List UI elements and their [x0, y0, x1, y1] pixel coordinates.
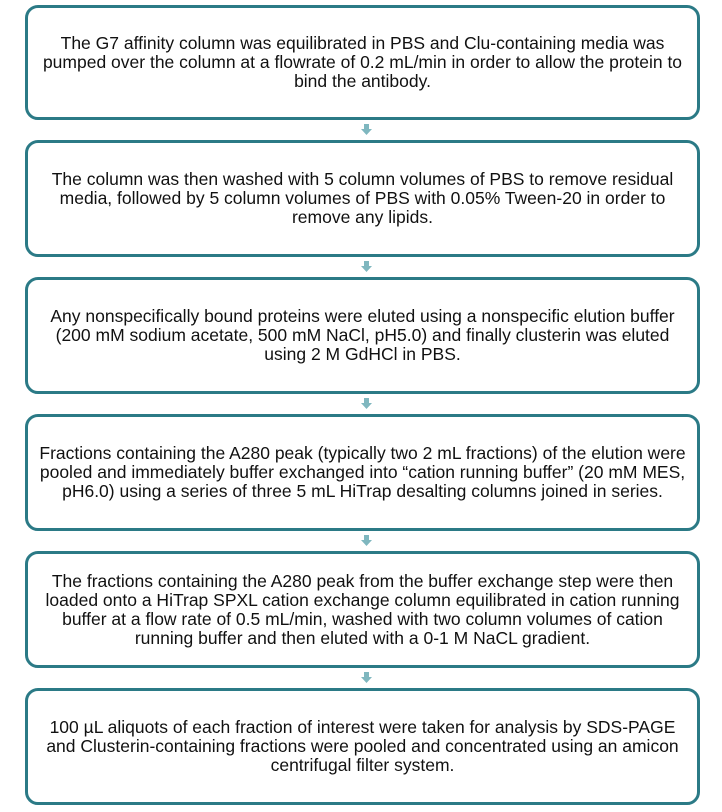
- flow-step-1-text: The G7 affinity column was equilibrated in PBS and Clu-containing media was pumped over the column at a flowrate of 0.2 mL/min in order to allow the protein to bind the antibody.: [42, 33, 683, 91]
- flow-step-6-text: 100 µL aliquots of each fraction of interest were taken for analysis by SDS-PAGE and Clusterin-containing fractions were pooled and concentrated using an amicon centrifugal filter system.: [46, 717, 679, 775]
- flow-step-2-text: The column was then washed with 5 column volumes of PBS to remove residual media, followed by 5 column volumes of PBS with 0.05% Tween-20 in order to remove any lipids.: [51, 169, 674, 227]
- down-arrow-icon: [361, 398, 372, 409]
- flow-step-2: [25, 140, 700, 257]
- flow-step-5-text: The fractions containing the A280 peak from the buffer exchange step were then loaded onto a HiTrap SPXL cation exchange column equilibrated in cation running buffer at a flow rate of 0.5 mL/min, washed with two column volumes of cation running buffer and then eluted with a 0-1 M NaCL gradient.: [45, 570, 680, 648]
- flow-step-3-text: Any nonspecifically bound proteins were eluted using a nonspecific elution buffer (200 mM sodium acetate, 500 mM NaCl, pH5.0) and finally clusterin was eluted using 2 M GdHCl in PBS.: [50, 306, 675, 364]
- down-arrow-icon: [361, 672, 372, 683]
- flow-step-4-text: Fractions containing the A280 peak (typically two 2 mL fractions) of the elution were pooled and immediately buffer exchanged into “cation running buffer” (20 mM MES, pH6.0) using a series of three 5 mL HiTrap desalting columns joined in series.: [39, 443, 686, 501]
- down-arrow-icon: [361, 124, 372, 135]
- flow-step-6: [25, 688, 700, 805]
- flow-step-4: [25, 414, 700, 531]
- down-arrow-icon: [361, 535, 372, 546]
- down-arrow-icon: [361, 261, 372, 272]
- flow-step-3: [25, 277, 700, 394]
- flow-step-5: [25, 551, 700, 668]
- flow-step-1: [25, 5, 700, 120]
